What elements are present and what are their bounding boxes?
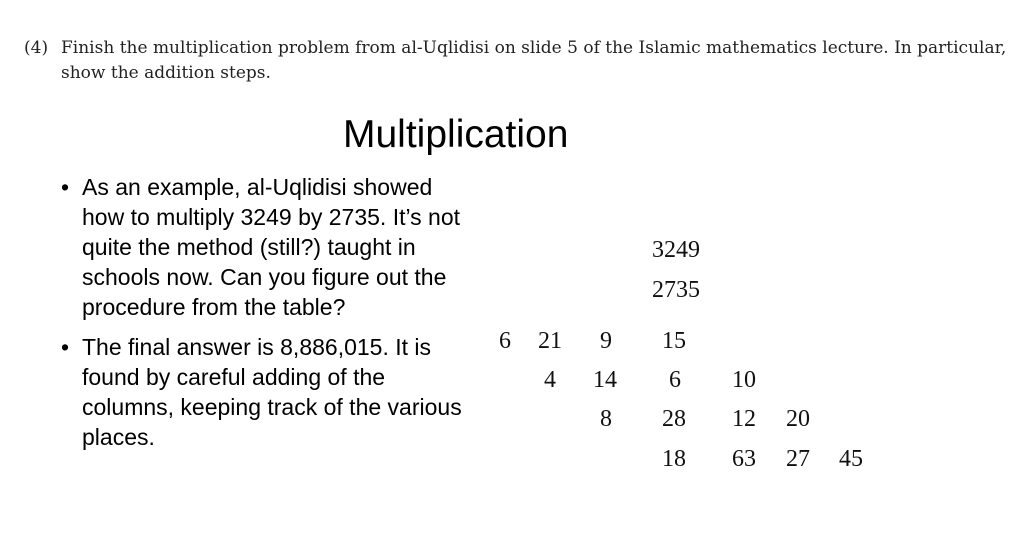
table-cell: 4: [544, 367, 556, 393]
multiplicand: 3249: [652, 237, 700, 263]
table-cell: 14: [593, 367, 617, 393]
table-cell: 8: [600, 406, 612, 432]
table-cell: 18: [662, 446, 686, 472]
table-cell: 6: [669, 367, 681, 393]
table-cell: 9: [600, 328, 612, 354]
bullet-dot-icon: •: [61, 334, 70, 360]
bullet-dot-icon: •: [61, 174, 70, 200]
table-cell: 15: [662, 328, 686, 354]
slide-title: Multiplication: [343, 113, 569, 156]
table-cell: 6: [499, 328, 511, 354]
problem-text: Finish the multiplication problem from al-Uqlidisi on slide 5 of the Islamic mathematics lecture. In particular, show the addition steps.: [61, 38, 1007, 83]
table-cell: 20: [786, 406, 810, 432]
table-cell: 45: [839, 446, 863, 472]
table-cell: 12: [732, 406, 756, 432]
table-cell: 28: [662, 406, 686, 432]
bullet-text: As an example, al-Uqlidisi showed how to multiply 3249 by 2735. It’s not quite the method (still?) taught in schools now. Can you figure out the procedure from the table?: [82, 174, 461, 320]
problem-number: (4): [24, 38, 49, 58]
table-cell: 21: [538, 328, 562, 354]
multiplier: 2735: [652, 277, 700, 303]
table-cell: 63: [732, 446, 756, 472]
bullet-text: The final answer is 8,886,015. It is found by careful adding of the columns, keeping track of the various places.: [82, 334, 462, 450]
table-cell: 10: [732, 367, 756, 393]
table-cell: 27: [786, 446, 810, 472]
